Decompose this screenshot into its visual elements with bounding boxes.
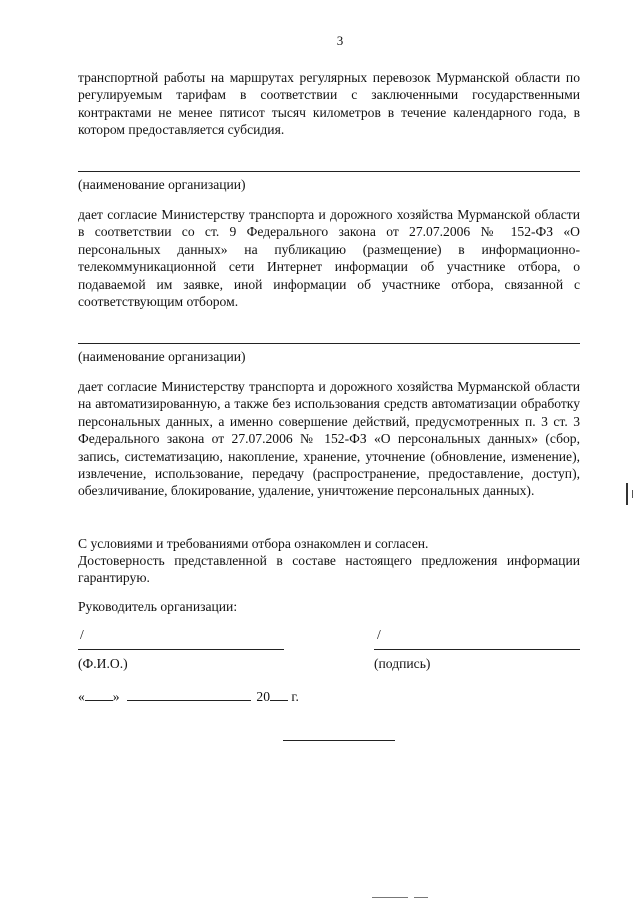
- fio-label: (Ф.И.О.): [78, 656, 128, 671]
- consent-publication-text: дает согласие Министерству транспорта и дорожного хозяйства Мурманской области в соответствии со ст. 9 Федерального закона от 27.07.2006 № 152-ФЗ «О персональных данных» на публикацию (размещение) в информационно-телекоммуникационной сети Интернет информации об участнике отбора, о подаваемой им заявке, иной информации об участнике отбора, связанной с соответствующим отбором.: [78, 207, 580, 310]
- month-blank: [127, 688, 251, 701]
- year-blank: [270, 688, 288, 701]
- org-name-line-1: [78, 171, 580, 172]
- year-suffix: г.: [291, 689, 299, 704]
- sign-slash: /: [377, 627, 381, 642]
- page-number: 3: [336, 33, 344, 48]
- scan-mark: [626, 483, 628, 505]
- bottom-scan-mark-small: [414, 897, 428, 898]
- consent-processing-text: дает согласие Министерству транспорта и дорожного хозяйства Мурманской области на автоматизированную, а также без использования средств автоматизации обработку персональных данных, а именно совершение действий, предусмотренных п. 3 ст. 3 Федерального закона от 27.07.2006 № 152-ФЗ «О персональных данных» (сбор, запись, систематизацию, накопление, хранение, уточнение (обновление, изменение), извлечение, использование, передачу (распространение, предоставление, доступ), обезличивание, блокирование, удаление, уничтожение персональных данных).: [78, 379, 580, 499]
- intro-paragraph: транспортной работы на маршрутах регулярных перевозок Мурманской области по регулируемым тарифам в соответствии с заключенными государственными контрактами не менее пятисот тысяч километров в течение календарного года, в котором предоставляется субсидия.: [78, 70, 580, 138]
- fio-line: [78, 649, 284, 650]
- org-name-label-2: (наименование организации): [78, 349, 246, 364]
- reliability-text: Достоверность представленной в составе настоящего предложения информации гарантирую.: [78, 553, 580, 586]
- acknowledgement-text: С условиями и требованиями отбора ознакомлен и согласен.: [78, 536, 429, 551]
- date-open-quote: «: [78, 689, 85, 704]
- org-name-line-2: [78, 343, 580, 344]
- day-blank: [85, 688, 113, 701]
- sign-line: [374, 649, 580, 650]
- fio-slash: /: [80, 627, 84, 642]
- bottom-scan-mark: [372, 897, 408, 898]
- date-line: [78, 688, 299, 705]
- end-of-document-line: [283, 740, 395, 741]
- head-of-organization-label: Руководитель организации:: [78, 599, 238, 614]
- year-prefix: 20: [256, 689, 270, 704]
- scan-mark-small: [632, 490, 633, 498]
- org-name-label-1: (наименование организации): [78, 177, 246, 192]
- sign-label: (подпись): [374, 656, 431, 671]
- date-close-quote: »: [112, 689, 120, 704]
